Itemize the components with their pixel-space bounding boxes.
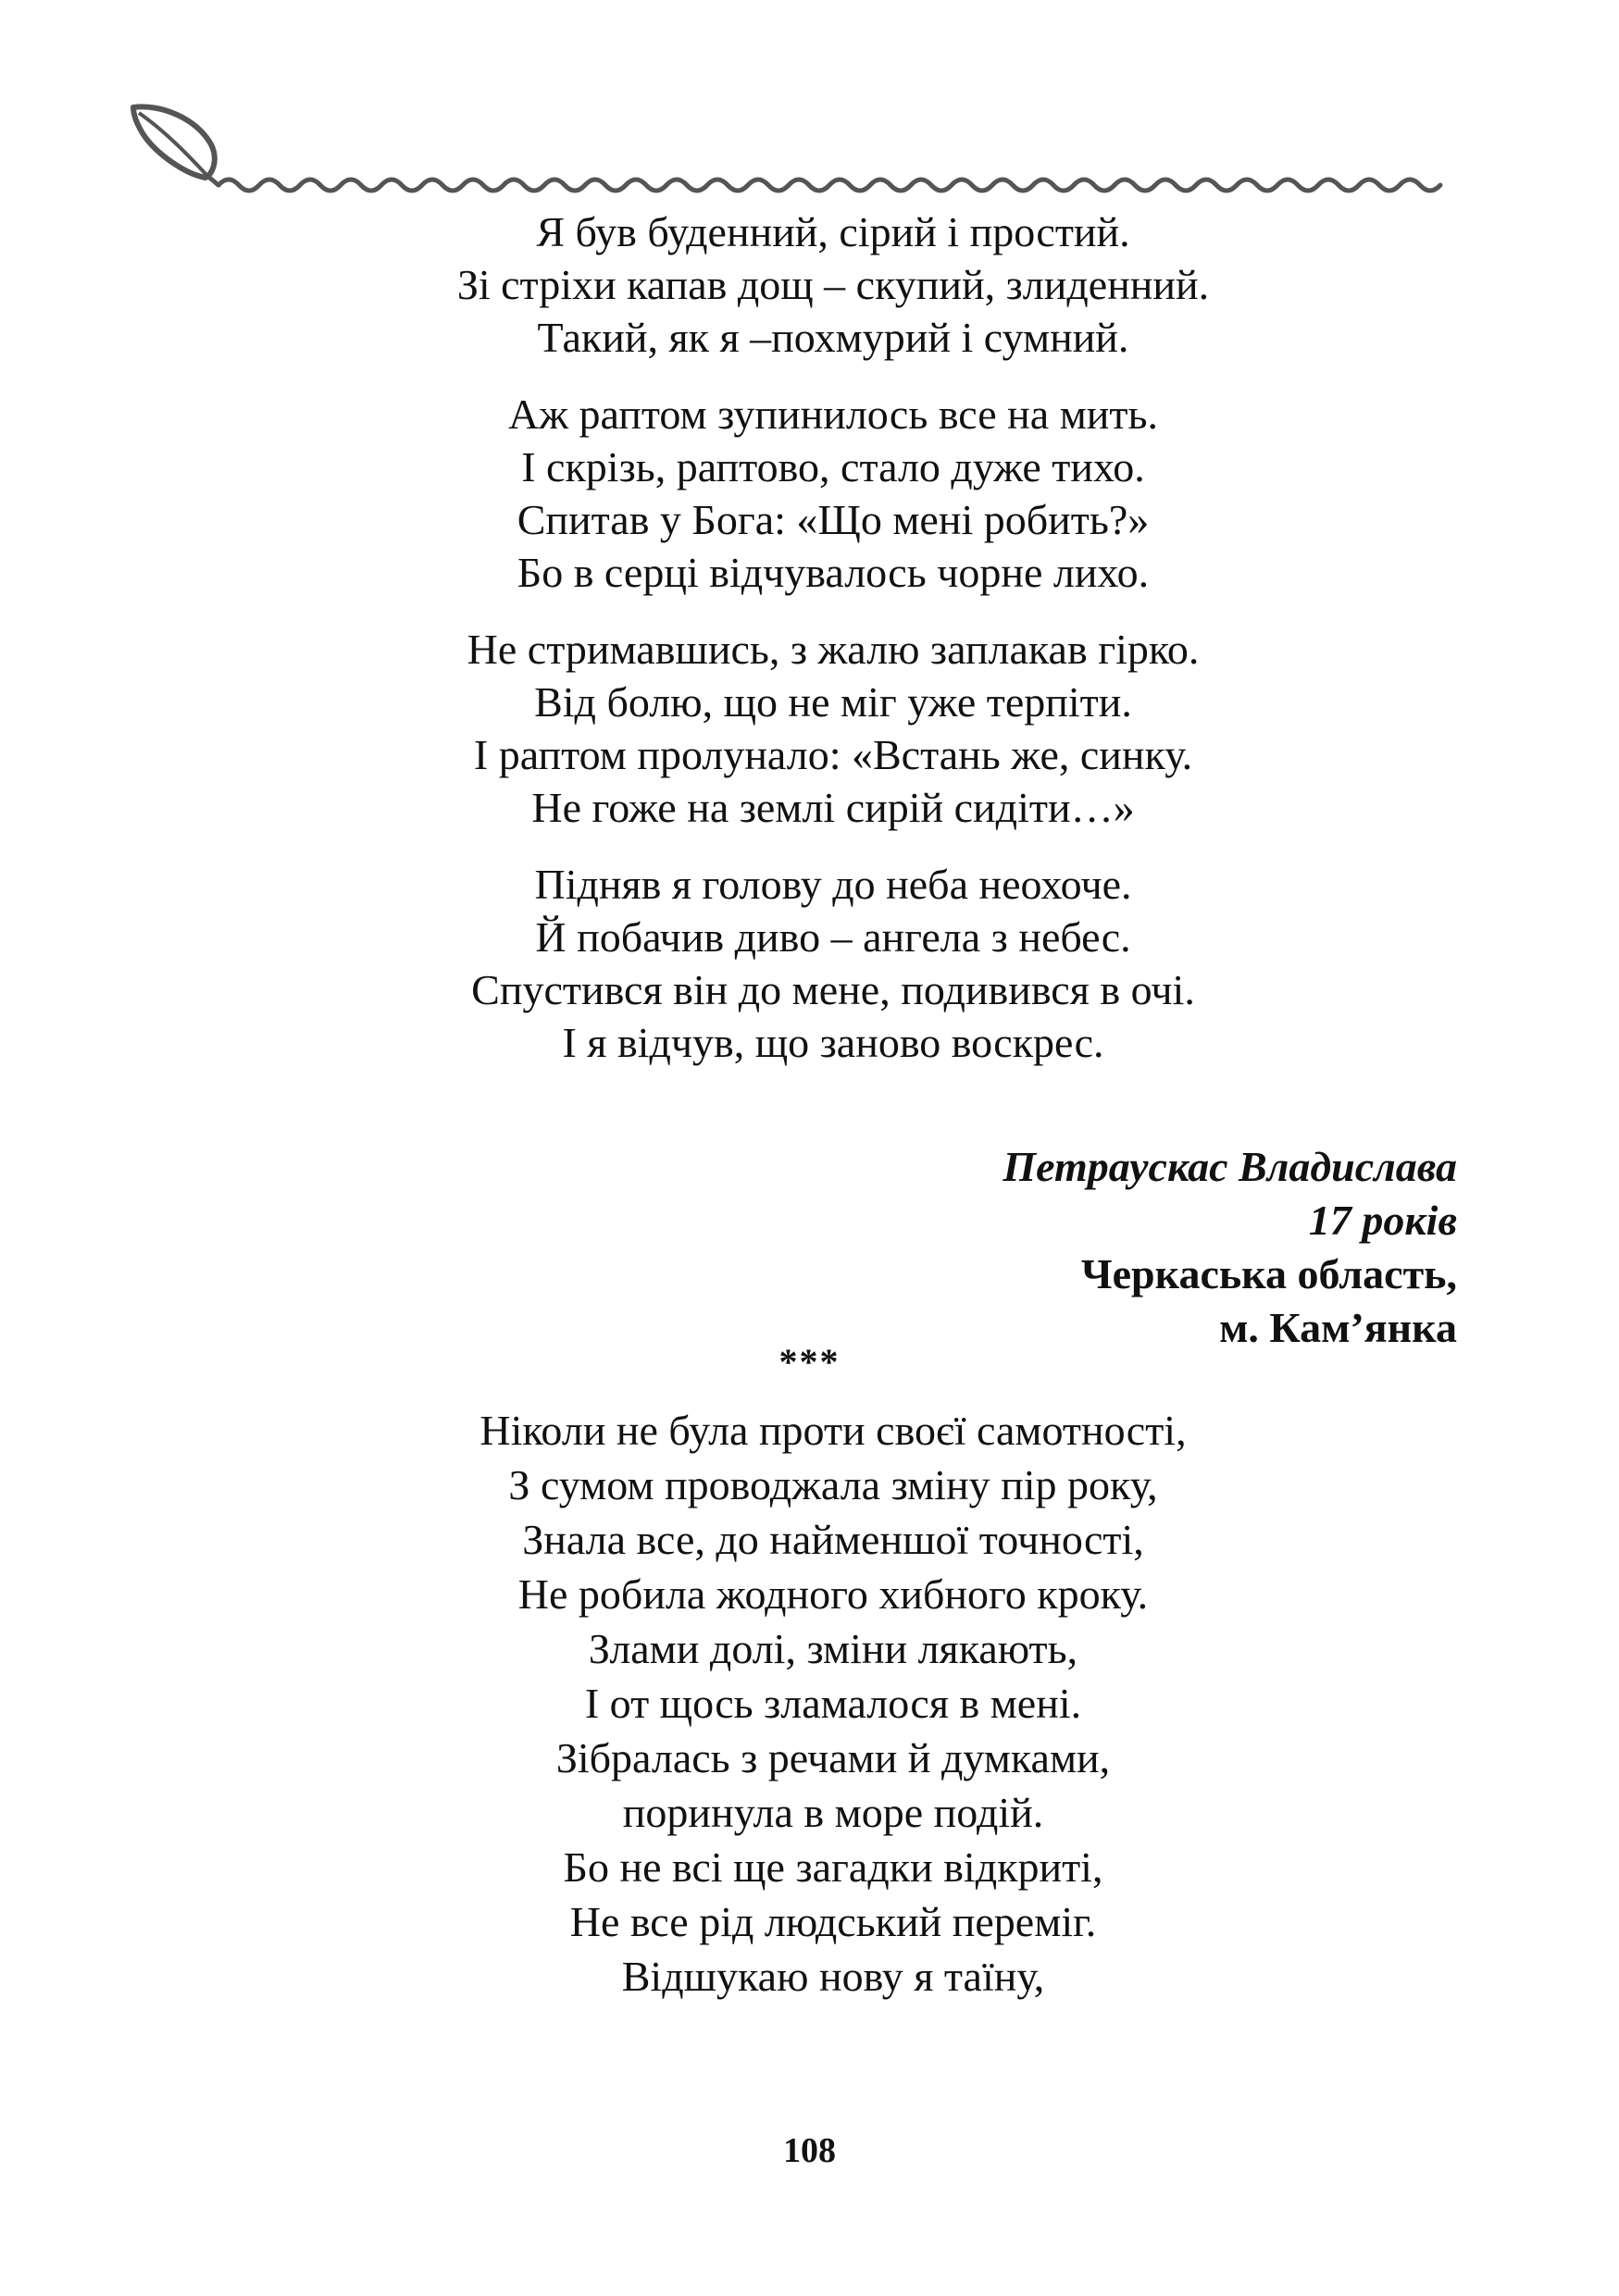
feather-icon	[133, 106, 218, 185]
poem-second	[278, 1403, 1389, 2004]
poem-separator: ***	[778, 1341, 841, 1383]
poem-line: І раптом пролунало: «Встань же, синку.	[473, 731, 1193, 778]
author-city: м. Кам’янка	[1219, 1304, 1457, 1351]
poem-line: Не гоже на землі сирій сидіти…»	[531, 784, 1135, 831]
poem-line: Я був буденний, сірий і простий.	[536, 208, 1130, 255]
poem-line: Такий, як я –похмурий і сумний.	[537, 314, 1129, 361]
poem-line: Зібралась з речами й думками,	[555, 1734, 1111, 1781]
author-age: 17 років	[1308, 1197, 1457, 1244]
poem-line: З сумом проводжала зміну пір року,	[508, 1461, 1158, 1508]
poem-line: Ніколи не була проти своєї самотності,	[479, 1407, 1187, 1454]
stanza	[278, 388, 1389, 599]
poem-line: Не робила жодного хибного кроку.	[517, 1570, 1149, 1618]
stanza	[278, 205, 1389, 364]
poem-line: Відшукаю нову я таїну,	[621, 1953, 1045, 2000]
poem-line: Від болю, що не міг уже терпіти.	[534, 678, 1132, 726]
author-name: Петраускас Владислава	[1003, 1143, 1457, 1190]
author-signature	[1003, 1140, 1457, 1355]
author-region: Черкаська область,	[1080, 1250, 1457, 1297]
stanza	[278, 858, 1389, 1069]
poem-line: Спустився він до мене, подивився в очі.	[471, 966, 1195, 1013]
wavy-divider	[218, 180, 1440, 191]
poem-line: Бо не всі ще загадки відкриті,	[563, 1843, 1103, 1891]
stanza	[278, 623, 1389, 834]
poem-line: І от щось зламалося в мені.	[584, 1680, 1082, 1727]
poem-first	[278, 205, 1389, 1093]
poem-line: Не все рід людський переміг.	[569, 1898, 1097, 1945]
poem-line: Підняв я голову до неба неохоче.	[534, 861, 1132, 908]
poem-line: Бо в серці відчувалось чорне лихо.	[517, 549, 1150, 596]
poem-line: І я відчув, що заново воскрес.	[562, 1019, 1104, 1066]
poem-line: Й побачив диво – ангела з небес.	[535, 913, 1131, 961]
poem-line: Знала все, до найменшої точності,	[522, 1516, 1144, 1563]
header-ornament	[130, 102, 1463, 194]
page-number: 108	[783, 2131, 836, 2170]
poem-line: Злами долі, зміни лякають,	[588, 1625, 1078, 1672]
poem-line: І скрізь, раптово, стало дуже тихо.	[521, 443, 1145, 490]
poem-line: поринула в море подій.	[622, 1789, 1044, 1836]
poem-line: Спитав у Бога: «Що мені робить?»	[517, 496, 1150, 543]
poem-line: Зі стріхи капав дощ – скупий, злиденний.	[456, 261, 1210, 308]
poem-line: Аж раптом зупинилось все на мить.	[507, 391, 1159, 438]
poem-line: Не стримавшись, з жалю заплакав гірко.	[467, 626, 1200, 673]
